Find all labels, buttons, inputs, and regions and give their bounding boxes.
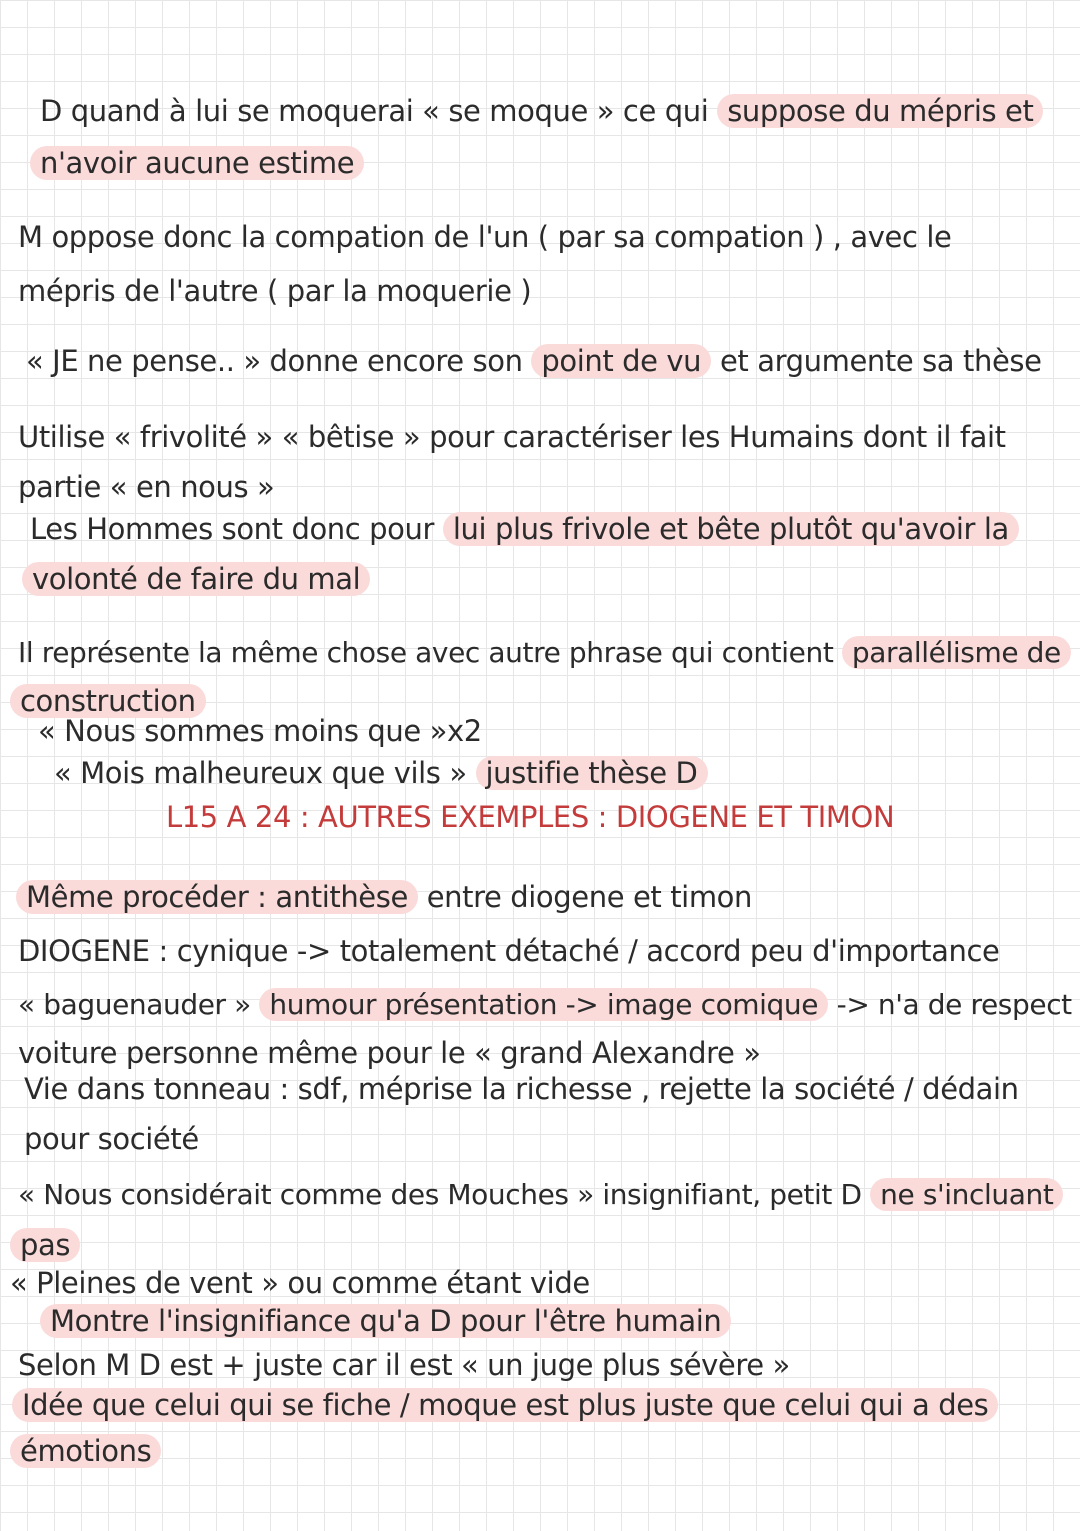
note-line [22, 560, 370, 598]
note-line: Il représente la même chose avec autre phrase qui contient parallélisme de [18, 634, 1071, 672]
note-line [10, 1226, 80, 1264]
highlight: construction [10, 684, 206, 718]
highlight: parallélisme de [842, 636, 1071, 669]
highlight: pas [10, 1228, 80, 1262]
note-line: pour société [24, 1122, 199, 1156]
highlight: point de vu [531, 344, 711, 378]
highlight: Idée que celui qui se fiche / moque est plus juste que celui qui a des [12, 1388, 998, 1422]
note-line: Les Hommes sont donc pour lui plus frivole et bête plutôt qu'avoir la [30, 510, 1019, 548]
note-line [30, 144, 364, 182]
note-line: DIOGENE : cynique -> totalement détaché / accord peu d'importance [18, 934, 1000, 968]
note-line: voiture personne même pour le « grand Alexandre » [18, 1036, 761, 1070]
note-line: Selon M D est + juste car il est « un juge plus sévère » [18, 1348, 790, 1382]
highlight: justifie thèse D [476, 756, 708, 790]
highlight: Montre l'insignifiance qu'a D pour l'être humain [40, 1304, 731, 1338]
highlight: lui plus frivole et bête plutôt qu'avoir la [443, 512, 1019, 546]
highlight: volonté de faire du mal [22, 562, 370, 596]
section-heading: L15 A 24 : AUTRES EXEMPLES : DIOGENE ET TIMON [166, 800, 895, 834]
note-line: M oppose donc la compation de l'un ( par sa compation ) , avec le [18, 220, 952, 254]
highlight: suppose du mépris et [717, 94, 1043, 128]
highlight: émotions [10, 1434, 161, 1468]
highlight: n'avoir aucune estime [30, 146, 364, 180]
note-line [12, 1386, 998, 1424]
note-line [10, 1432, 161, 1470]
note-line: « Nous considérait comme des Mouches » insignifiant, petit D ne s'incluant [18, 1176, 1063, 1214]
note-line: « Nous sommes moins que »x2 [38, 714, 482, 748]
note-line: partie « en nous » [18, 470, 275, 504]
note-line: « Mois malheureux que vils » justifie thèse D [54, 754, 708, 792]
highlight: humour présentation -> image comique [259, 988, 828, 1021]
note-line: « Pleines de vent » ou comme étant vide [10, 1266, 590, 1300]
highlight: Même procéder : antithèse [16, 880, 418, 914]
note-line: Même procéder : antithèse entre diogene et timon [16, 878, 752, 916]
note-line: Utilise « frivolité » « bêtise » pour caractériser les Humains dont il fait [18, 420, 1006, 454]
note-line: Vie dans tonneau : sdf, méprise la richesse , rejette la société / dédain [24, 1072, 1019, 1106]
note-line: « baguenauder » humour présentation -> image comique -> n'a de respect [18, 988, 1072, 1021]
note-line: « JE ne pense.. » donne encore son point de vu et argumente sa thèse [26, 344, 1042, 378]
note-line [40, 1302, 731, 1340]
note-line: mépris de l'autre ( par la moquerie ) [18, 274, 532, 308]
highlight: ne s'incluant [870, 1178, 1063, 1211]
note-line: D quand à lui se moquerai « se moque » ce qui suppose du mépris et [40, 92, 1043, 130]
